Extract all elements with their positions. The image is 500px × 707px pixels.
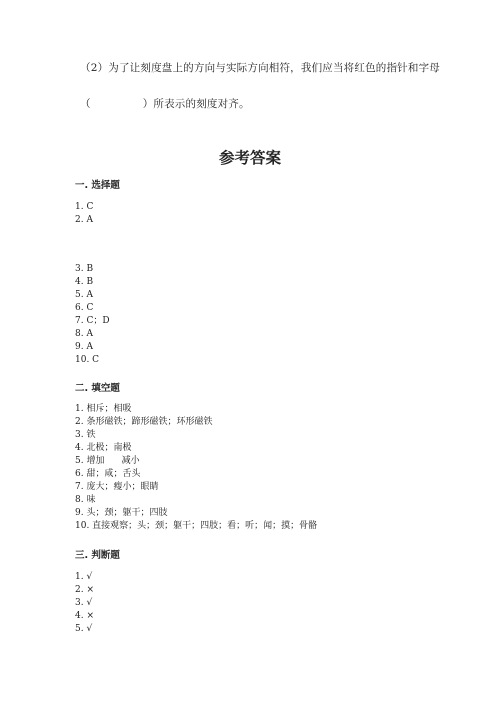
list-item: 10. 直接观察；头；颈；躯干；四肢；看；听；闻；摸；骨骼: [75, 521, 318, 531]
section-heading-judge: 三. 判断题: [75, 550, 120, 561]
section-heading-fill: 二. 填空题: [75, 383, 120, 394]
list-item: 4. B: [75, 277, 94, 287]
list-item: 5. √: [75, 624, 93, 634]
list-item: 10. C: [75, 355, 100, 365]
question-line-1: （2）为了让刻度盘上的方向与实际方向相符，我们应当将红色的指针和字母: [80, 62, 440, 74]
section-heading-choice: 一. 选择题: [75, 180, 120, 191]
page-title: 参考答案: [218, 149, 281, 167]
list-item: 3. 铁: [75, 430, 96, 440]
list-item: 9. A: [75, 342, 93, 352]
list-item: 4. ×: [75, 611, 94, 621]
list-item: 1. √: [75, 572, 93, 582]
list-item: 2. 条形磁铁；蹄形磁铁；环形磁铁: [75, 417, 213, 427]
list-item: 7. 庞大；瘦小；眼睛: [75, 482, 159, 492]
list-item: 8. A: [75, 329, 93, 339]
list-item: 5. 增加 减小: [75, 456, 140, 466]
answer-list-judge: [75, 571, 94, 636]
list-item: 6. 甜；咸；舌头: [75, 469, 141, 479]
list-item: 1. C: [75, 202, 94, 212]
list-item: 2. A: [75, 215, 93, 225]
list-item: 5. A: [75, 290, 93, 300]
list-item: 6. C: [75, 303, 94, 313]
list-item: 2. ×: [75, 585, 94, 595]
answer-list-fill: [75, 403, 317, 533]
question-line-2: [80, 96, 250, 111]
answer-list-choice-1: [75, 201, 93, 227]
list-item: 9. 头；颈；躯干；四肢: [75, 508, 168, 518]
list-item: 1. 相斥；相吸: [75, 404, 132, 414]
list-item: 7. C；D: [75, 316, 110, 326]
list-item: 3. B: [75, 264, 94, 274]
list-item: 8. 味: [75, 495, 96, 505]
list-item: 4. 北极；南极: [75, 443, 132, 453]
blank-open-paren: （: [80, 98, 91, 110]
list-item: 3. √: [75, 598, 93, 608]
question-line-2-text: ）所表示的刻度对齐。: [142, 98, 250, 110]
answer-list-choice-2: [75, 263, 110, 367]
